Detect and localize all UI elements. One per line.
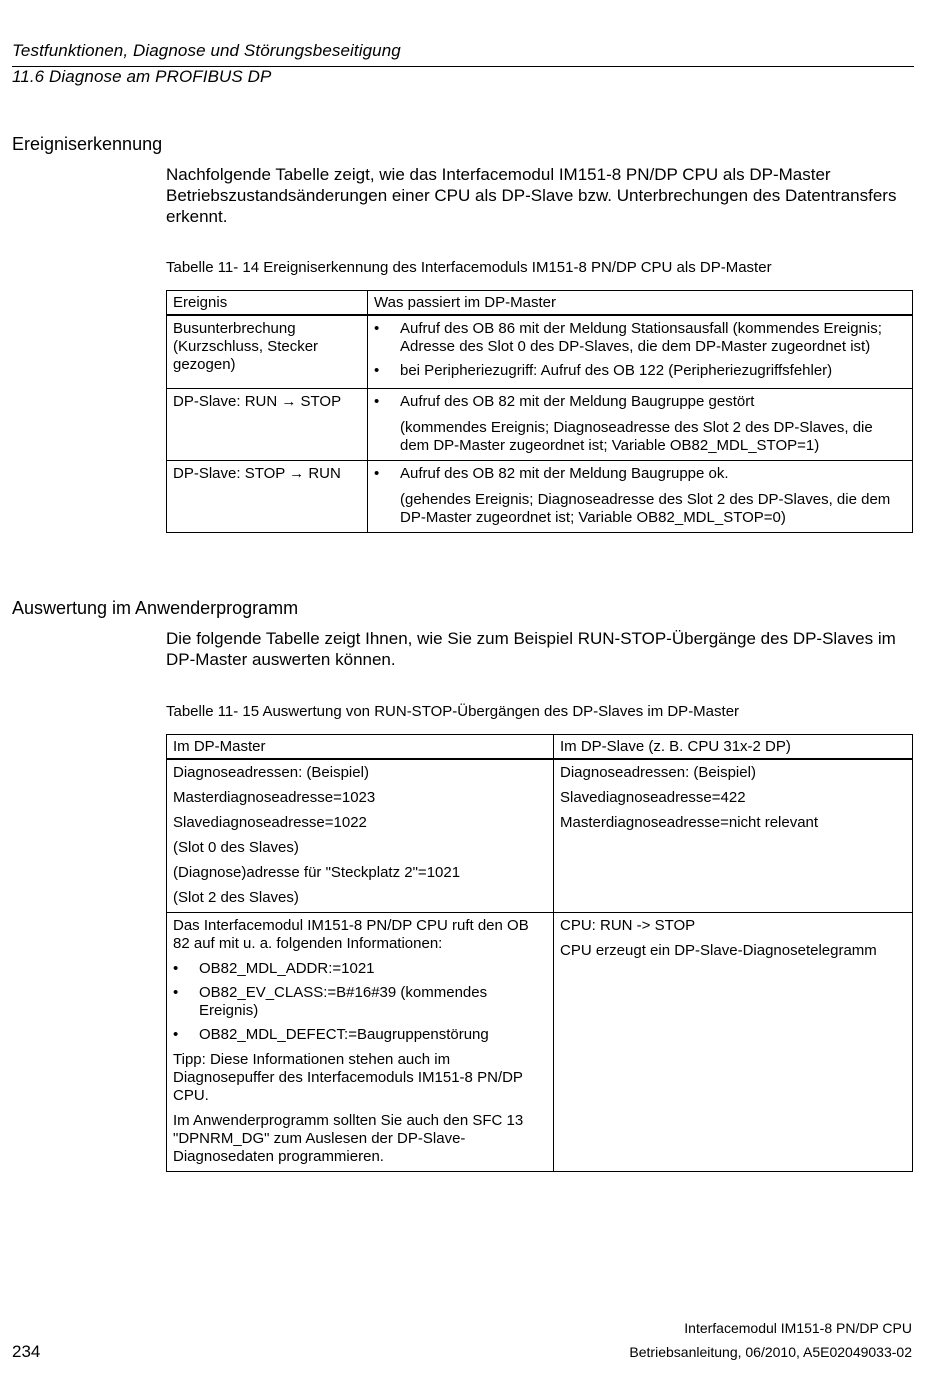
evaluation-table [166,734,913,1172]
column-header: Im DP-Slave (z. B. CPU 31x-2 DP) [554,735,913,760]
cell-line: Slavediagnoseadresse=1022 [173,814,367,831]
cell-line: Diagnoseadressen: (Beispiel) [560,764,756,781]
slave-cell [554,913,913,1172]
bullet-icon: • [374,465,380,482]
event-table [166,290,913,533]
bullet-icon: • [374,320,380,337]
bullet-icon: • [173,1026,179,1043]
bullet-text: Aufruf des OB 82 mit der Meldung Baugruppe gestört [400,393,755,410]
bullet-text: bei Peripheriezugriff: Aufruf des OB 122 (Peripheriezugriffsfehler) [400,362,833,379]
master-cell [167,759,554,913]
table-row [167,315,913,389]
action-cell [368,461,913,533]
section-title-auswertung: Auswertung im Anwenderprogramm [12,598,299,618]
bullet-text: Aufruf des OB 86 mit der Meldung Stationsausfall (kommendes Ereignis; Adresse des Slot 0 des DP-Slaves, die dem DP-Master zugeordnet ist) [400,320,882,355]
bullet-icon: • [374,393,380,410]
bullet-icon: • [173,960,179,977]
running-header-chapter: Testfunktionen, Diagnose und Störungsbeseitigung [12,41,401,60]
cell-line: CPU erzeugt ein DP-Slave-Diagnosetelegramm [560,942,877,959]
action-cell [368,315,913,389]
note-text: (gehendes Ereignis; Diagnoseadresse des Slot 2 des DP-Slaves, die dem DP-Master zugeordnet ist; Variable OB82_MDL_STOP=0) [400,491,891,526]
slave-cell [554,759,913,913]
header-divider [12,66,914,67]
cell-paragraph: Das Interfacemodul IM151-8 PN/DP CPU ruft den OB 82 auf mit u. a. folgenden Informationen: [173,917,529,952]
bullet-text: OB82_MDL_ADDR:=1021 [199,960,375,977]
cell-line: Masterdiagnoseadresse=1023 [173,789,376,806]
cell-line: Slavediagnoseadresse=422 [560,789,746,806]
table-header-row [167,735,913,760]
bullet-text: OB82_EV_CLASS:=B#16#39 (kommendes Ereignis) [199,984,488,1019]
cell-line: (Slot 0 des Slaves) [173,839,299,856]
table-header-row [167,291,913,316]
action-cell [368,389,913,461]
master-cell [167,913,554,1172]
bullet-icon: • [374,362,380,379]
bullet-text: Aufruf des OB 82 mit der Meldung Baugruppe ok. [400,465,729,482]
table-row [167,759,913,913]
table-row [167,461,913,533]
footer-document: Betriebsanleitung, 06/2010, A5E02049033-02 [629,1344,912,1360]
section-title-ereigniserkennung: Ereigniserkennung [12,134,163,154]
note-text: (kommendes Ereignis; Diagnoseadresse des Slot 2 des DP-Slaves, die dem DP-Master zugeordnet ist; Variable OB82_MDL_STOP=1) [400,419,873,454]
cell-paragraph: Tipp: Diese Informationen stehen auch im Diagnosepuffer des Interfacemoduls IM151-8 PN/DP CPU. [173,1051,523,1104]
cell-line: (Diagnose)adresse für "Steckplatz 2"=1021 [173,864,461,881]
table-caption: Tabelle 11- 14 Ereigniserkennung des Interfacemoduls IM151-8 PN/DP CPU als DP-Master [166,259,772,276]
bullet-icon: • [173,984,179,1001]
page-number: 234 [12,1342,41,1361]
column-header: Ereignis [167,291,368,316]
event-cell: DP-Slave: STOP → RUN [167,461,368,533]
table-caption: Tabelle 11- 15 Auswertung von RUN-STOP-Übergängen des DP-Slaves im DP-Master [166,703,740,720]
event-cell: DP-Slave: RUN → STOP [167,389,368,461]
section-intro: Die folgende Tabelle zeigt Ihnen, wie Sie zum Beispiel RUN-STOP-Übergänge des DP-Slaves im DP-Master auswerten können. [166,629,896,669]
running-header-section: 11.6 Diagnose am PROFIBUS DP [12,67,272,86]
cell-line: Masterdiagnoseadresse=nicht relevant [560,814,819,831]
table-row [167,913,913,1172]
cell-line: CPU: RUN -> STOP [560,917,696,934]
cell-paragraph: Im Anwenderprogramm sollten Sie auch den SFC 13 "DPNRM_DG" zum Auslesen der DP-Slave-Diagnosedaten programmieren. [173,1112,524,1165]
section-intro: Nachfolgende Tabelle zeigt, wie das Interfacemodul IM151-8 PN/DP CPU als DP-Master Betriebszustandsänderungen einer CPU als DP-Slave bzw. Unterbrechungen des Datentransfers erkennt. [166,165,897,226]
bullet-text: OB82_MDL_DEFECT:=Baugruppenstörung [199,1026,489,1043]
table-row [167,389,913,461]
column-header: Im DP-Master [167,735,554,760]
footer-product: Interfacemodul IM151-8 PN/DP CPU [684,1320,912,1336]
event-cell: Busunterbrechung (Kurzschluss, Stecker gezogen) [167,315,368,389]
column-header: Was passiert im DP-Master [368,291,913,316]
cell-line: (Slot 2 des Slaves) [173,889,299,906]
cell-line: Diagnoseadressen: (Beispiel) [173,764,369,781]
